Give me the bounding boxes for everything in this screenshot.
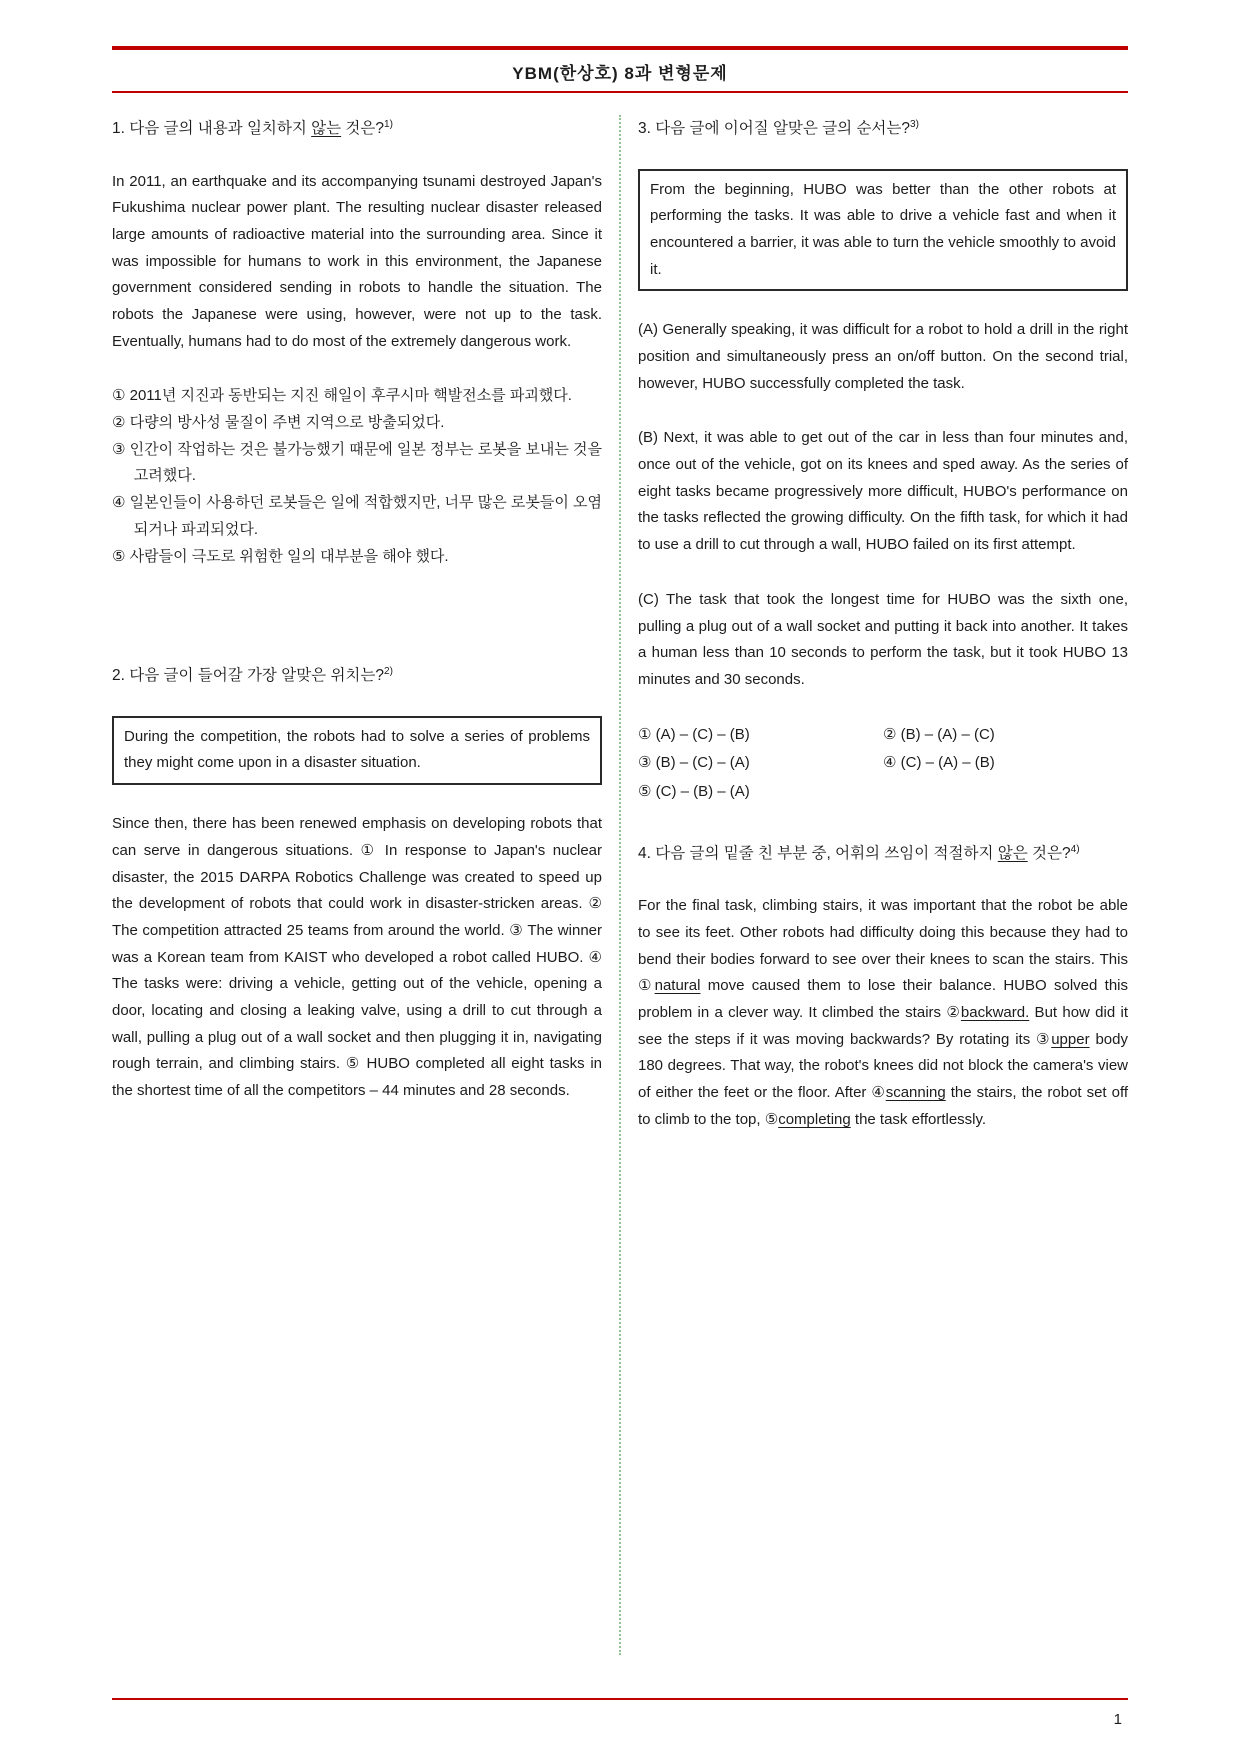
two-column-layout: [112, 115, 1128, 1655]
question-3-choice-5: ⑤ (C) – (B) – (A): [638, 782, 750, 800]
question-3-paragraph-a: (A) Generally speaking, it was difficult for a robot to hold a drill in the right position and simultaneously press an on/off button. On the second trial, however, HUBO successfully completed the task.: [638, 321, 1128, 392]
question-3-choice-2: ② (B) – (A) – (C): [883, 725, 995, 743]
question-4-title: 4. 다음 글의 밑줄 친 부분 중, 어휘의 쓰임이 적절하지 않은 것은?$^{4)}$: [638, 843, 1080, 862]
question-2-block: [112, 662, 602, 1105]
right-column: [636, 115, 1128, 1655]
question-1-title: 1. 다음 글의 내용과 일치하지 않는 것은?$^{1)}$: [112, 118, 393, 137]
question-1-choice-2: ② 다량의 방사성 물질이 주변 지역으로 방출되었다.: [112, 414, 445, 432]
question-4-passage: For the final task, climbing stairs, it was important that the robot be able to see its feet. Other robots had difficulty doing this because they had to bend their bodies forward to see over their knees to scan the stairs. This ①natural move caused them to lose their balance. HUBO solved this problem in a clever way. It climbed the stairs ②backward. But how did it see the steps if it was moving backwards? By rotating its ③upper body 180 degrees. That way, the robot's knees did not block the camera's view of either the feet or the floor. After ④scanning the stairs, the robot set off to climb to the top, ⑤completing the task effortlessly.: [638, 897, 1129, 1128]
question-1-passage: In 2011, an earthquake and its accompanying tsunami destroyed Japan's Fukushima nuclear power plant. The resulting nuclear disaster released large amounts of radioactive material into the surrounding area. Since it was impossible for humans to work in this environment, the Japanese government considered sending in robots to handle the situation. The robots the Japanese were using, however, were not up to the task. Eventually, humans had to do most of the extremely dangerous work.: [112, 172, 602, 350]
question-4-block: [638, 840, 1128, 1134]
bottom-red-rule: [112, 1698, 1128, 1700]
question-1-choice-4: ④ 일본인들이 사용하던 로봇들은 일에 적합했지만, 너무 많은 로봇들이 오염되거나 파괴되었다.: [112, 494, 602, 538]
question-3-paragraph-b: (B) Next, it was able to get out of the car in less than four minutes and, once out of the vehicle, got on its knees and sped away. As the series of eight tasks became progressively more difficult, HUBO's performance on the tasks reflected the growing difficulty. On the fifth task, for which it had to use a drill to cut through a wall, HUBO failed on its first attempt.: [638, 429, 1128, 554]
page-number: 1: [1113, 1711, 1122, 1728]
question-3-title: 3. 다음 글에 이어질 알맞은 글의 순서는?$^{3)}$: [638, 118, 919, 137]
question-2-passage: Since then, there has been renewed emphasis on developing robots that can serve in dangerous situations. ① In response to Japan's nuclear disaster, the 2015 DARPA Robotics Challenge was created to speed up the development of robots that could work in disaster-stricken areas. ② The competition attracted 25 teams from around the world. ③ The winner was a Korean team from KAIST who developed a robot called HUBO. ④ The tasks were: driving a vehicle, getting out of the vehicle, opening a door, locating and closing a leaking valve, using a drill to cut through a wall, pulling a plug out of a wall socket and then plugging it in, navigating rough terrain, and climbing stairs. ⑤ HUBO completed all eight tasks in the shortest time of all the competitors – 44 minutes and 28 seconds.: [112, 815, 602, 1100]
question-3-paragraph-c: (C) The task that took the longest time for HUBO was the sixth one, pulling a plug out of a wall socket and putting it back into another. It takes a human less than 10 seconds to perform the task, but it took HUBO 13 minutes and 30 seconds.: [638, 590, 1128, 688]
question-2-insert-box: During the competition, the robots had to solve a series of problems they might come upon in a disaster situation.: [112, 716, 602, 785]
question-3-choices: [638, 722, 1128, 806]
question-2-title: 2. 다음 글이 들어갈 가장 알맞은 위치는?$^{2)}$: [112, 666, 393, 685]
question-1-choices: [112, 383, 602, 570]
document-title: YBM(한상호) 8과 변형문제: [512, 64, 728, 83]
question-3-given-box: From the beginning, HUBO was better than the other robots at performing the tasks. It was able to drive a vehicle fast and when it encountered a barrier, it was able to turn the vehicle smoothly to avoid it.: [638, 169, 1128, 292]
column-divider: [619, 115, 621, 1655]
question-3-choice-4: ④ (C) – (A) – (B): [883, 754, 995, 772]
left-column: [112, 115, 604, 1655]
question-1-choice-3: ③ 인간이 작업하는 것은 불가능했기 때문에 일본 정부는 로봇을 보내는 것을 고려했다.: [112, 440, 602, 485]
question-1-choice-1: ① 2011년 지진과 동반되는 지진 해일이 후쿠시마 핵발전소를 파괴했다.: [112, 387, 572, 405]
question-3-choice-1: ① (A) – (C) – (B): [638, 725, 750, 743]
title-underline-rule: [112, 91, 1128, 93]
page-content: [112, 46, 1128, 1655]
question-1-choice-5: ⑤ 사람들이 극도로 위험한 일의 대부분을 해야 했다.: [112, 547, 449, 565]
question-3-choice-3: ③ (B) – (C) – (A): [638, 754, 750, 772]
